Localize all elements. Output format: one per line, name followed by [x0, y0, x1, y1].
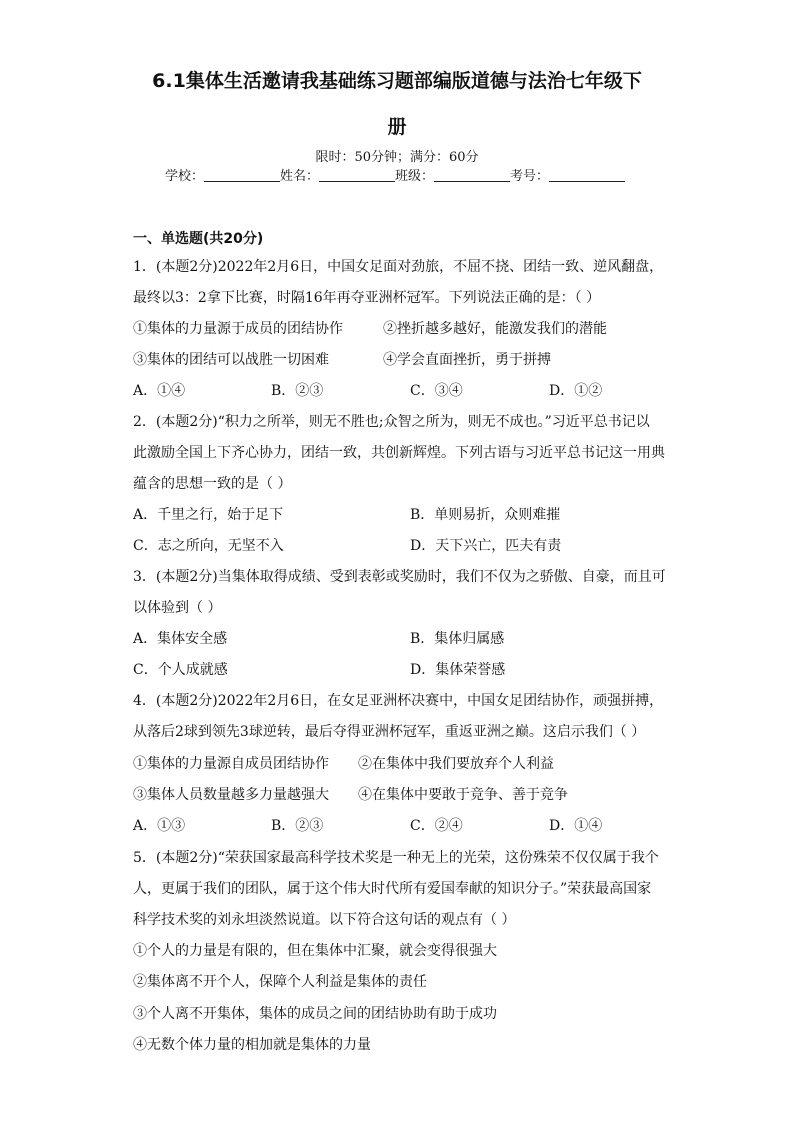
q4-statement-1: ①集体的力量源自成员团结协作 — [133, 756, 329, 772]
q2-stem-line1: 2．(本题2分)“积力之所举，则无不胜也;众智之所为，则无不成也。”习近平总书记以 — [133, 414, 650, 430]
q1-stem-line2: 最终以3：2拿下比赛，时隔16年再夺亚洲杯冠军。下列说法正确的是：（ ） — [133, 290, 601, 306]
q4-stem-line1: 4．(本题2分)2022年2月6日，在女足亚洲杯决赛中，中国女足团结协作，顽强拼搏， — [133, 693, 664, 709]
q1-statement-2: ②挫折越多越好，能激发我们的潜能 — [383, 321, 607, 337]
q1-option-c[interactable]: C．③④ — [410, 383, 463, 399]
q1-option-b[interactable]: B．②③ — [271, 383, 324, 399]
q2-option-c[interactable]: C．志之所向，无坚不入 — [133, 538, 284, 554]
q3-option-b[interactable]: B．集体归属感 — [410, 631, 505, 647]
school-label: 学校： — [165, 169, 205, 184]
q5-statement-3: ③个人离不开集体，集体的成员之间的团结协助有助于成功 — [133, 1006, 497, 1022]
q2-stem-line3: 蕴含的思想一致的是（ ） — [133, 476, 292, 492]
student-info-fields — [165, 165, 625, 184]
q4-statement-3: ③集体人员数量越多力量越强大 — [133, 787, 329, 803]
exam-title-line1: 6.1集体生活邀请我基础练习题部编版道德与法治七年级下 — [152, 70, 642, 92]
q2-stem-line2: 此激励全国上下齐心协力，团结一致，共创新辉煌。下列古语与习近平总书记这一用典 — [133, 445, 665, 461]
q3-option-a[interactable]: A．集体安全感 — [133, 631, 228, 647]
q4-option-d[interactable]: D．①④ — [549, 818, 603, 834]
q5-statement-1: ①个人的力量是有限的，但在集体中汇聚，就会变得很强大 — [133, 943, 497, 959]
q3-option-d[interactable]: D．集体荣誉感 — [410, 662, 506, 678]
q4-statement-2: ②在集体中我们要放弃个人利益 — [358, 756, 554, 772]
q3-option-c[interactable]: C．个人成就感 — [133, 662, 228, 678]
class-field[interactable] — [434, 168, 510, 182]
q4-option-a[interactable]: A．①③ — [133, 818, 186, 834]
q4-option-b[interactable]: B．②③ — [271, 818, 324, 834]
number-field[interactable] — [549, 168, 625, 182]
q1-option-a[interactable]: A．①④ — [133, 383, 186, 399]
q3-stem-line2: 以体验到（ ） — [133, 600, 222, 616]
q4-option-c[interactable]: C．②④ — [410, 818, 463, 834]
q1-option-d[interactable]: D．①② — [549, 383, 603, 399]
q2-option-b[interactable]: B．单则易折，众则难摧 — [410, 507, 561, 523]
q1-statement-4: ④学会直面挫折，勇于拼搏 — [383, 352, 551, 368]
class-label: 班级： — [395, 169, 435, 184]
exam-time-score: 限时：50分钟；满分：60分 — [315, 150, 479, 165]
school-field[interactable] — [204, 168, 280, 182]
q4-statement-4: ④在集体中要敢于竞争、善于竞争 — [358, 787, 568, 803]
q1-stem-line1: 1．(本题2分)2022年2月6日，中国女足面对劲旅，不屈不挠、团结一致、逆风翻盘， — [133, 259, 664, 275]
q1-statement-1: ①集体的力量源于成员的团结协作 — [133, 321, 343, 337]
q5-stem-line3: 科学技术奖的刘永坦淡然说道。以下符合这句话的观点有（ ） — [133, 912, 516, 928]
name-label: 姓名： — [280, 169, 320, 184]
q5-statement-4: ④无数个体力量的相加就是集体的力量 — [133, 1037, 371, 1053]
q1-statement-3: ③集体的团结可以战胜一切困难 — [133, 352, 329, 368]
q2-option-a[interactable]: A．千里之行，始于足下 — [133, 507, 284, 523]
name-field[interactable] — [319, 168, 395, 182]
exam-title-line2: 册 — [387, 116, 407, 138]
q4-stem-line2: 从落后2球到领先3球逆转，最后夺得亚洲杯冠军，重返亚洲之巅。这启示我们（ ） — [133, 724, 646, 740]
q2-option-d[interactable]: D．天下兴亡，匹夫有责 — [410, 538, 562, 554]
section-heading: 一、单选题(共20分) — [133, 231, 264, 247]
q3-stem-line1: 3．(本题2分)当集体取得成绩、受到表彰或奖励时，我们不仅为之骄傲、自豪，而且可 — [133, 569, 666, 585]
q5-statement-2: ②集体离不开个人，保障个人利益是集体的责任 — [133, 974, 427, 990]
q5-stem-line1: 5．(本题2分)“荣获国家最高科学技术奖是一种无上的光荣，这份殊荣不仅仅属于我个 — [133, 850, 659, 866]
q5-stem-line2: 人，更属于我们的团队，属于这个伟大时代所有爱国奉献的知识分子。”荣获最高国家 — [133, 881, 652, 897]
number-label: 考号： — [510, 169, 550, 184]
